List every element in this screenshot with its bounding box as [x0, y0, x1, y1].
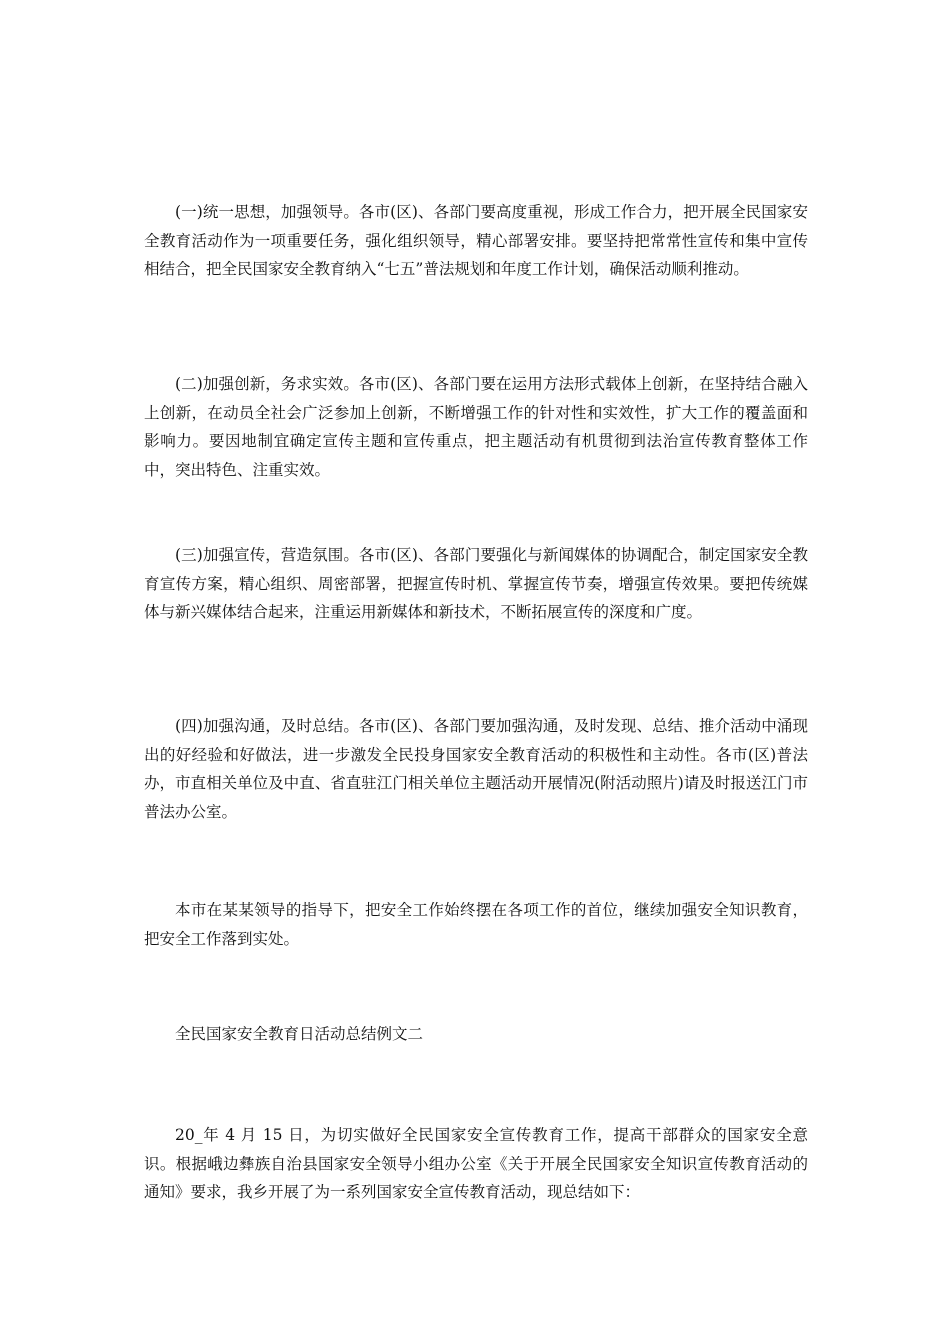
section-heading: 全民国家安全教育日活动总结例文二	[175, 1025, 424, 1043]
paragraph-publicity: (三)加强宣传，营造氛围。各市(区)、各部门要强化与新闻媒体的协调配合，制定国家安全教育宣传方案，精心组织、周密部署，把握宣传时机、掌握宣传节奏，增强宣传效果。要把传统媒体与新兴媒体结合起来，注重运用新媒体和新技术，不断拓展宣传的深度和广度。	[144, 546, 808, 621]
paragraph-innovation: (二)加强创新，务求实效。各市(区)、各部门要在运用方法形式载体上创新，在坚持结合融入上创新，在动员全社会广泛参加上创新，不断增强工作的针对性和实效性，扩大工作的覆盖面和影响力。要因地制宜确定宣传主题和宣传重点，把主题活动有机贯彻到法治宣传教育整体工作中，突出特色、注重实效。	[144, 375, 808, 479]
paragraph-example-two-intro: 20_年 4 月 15 日，为切实做好全民国家安全宣传教育工作，提高干部群众的国家安全意识。根据峨边彝族自治县国家安全领导小组办公室《关于开展全民国家安全知识宣传教育活动的通知》要求，我乡开展了为一系列国家安全宣传教育活动，现总结如下：	[144, 1126, 808, 1201]
paragraph-city-summary: 本市在某某领导的指导下，把安全工作始终摆在各项工作的首位，继续加强安全知识教育，把安全工作落到实处。	[144, 901, 808, 948]
paragraph-unify-thinking: (一)统一思想，加强领导。各市(区)、各部门要高度重视，形成工作合力，把开展全民国家安全教育活动作为一项重要任务，强化组织领导，精心部署安排。要坚持把常常性宣传和集中宣传相结合，把全民国家安全教育纳入“七五”普法规划和年度工作计划，确保活动顺利推动。	[144, 203, 808, 278]
paragraph-communication: (四)加强沟通，及时总结。各市(区)、各部门要加强沟通，及时发现、总结、推介活动中涌现出的好经验和好做法，进一步激发全民投身国家安全教育活动的积极性和主动性。各市(区)普法办，市直相关单位及中直、省直驻江门相关单位主题活动开展情况(附活动照片)请及时报送江门市普法办公室。	[144, 717, 808, 821]
